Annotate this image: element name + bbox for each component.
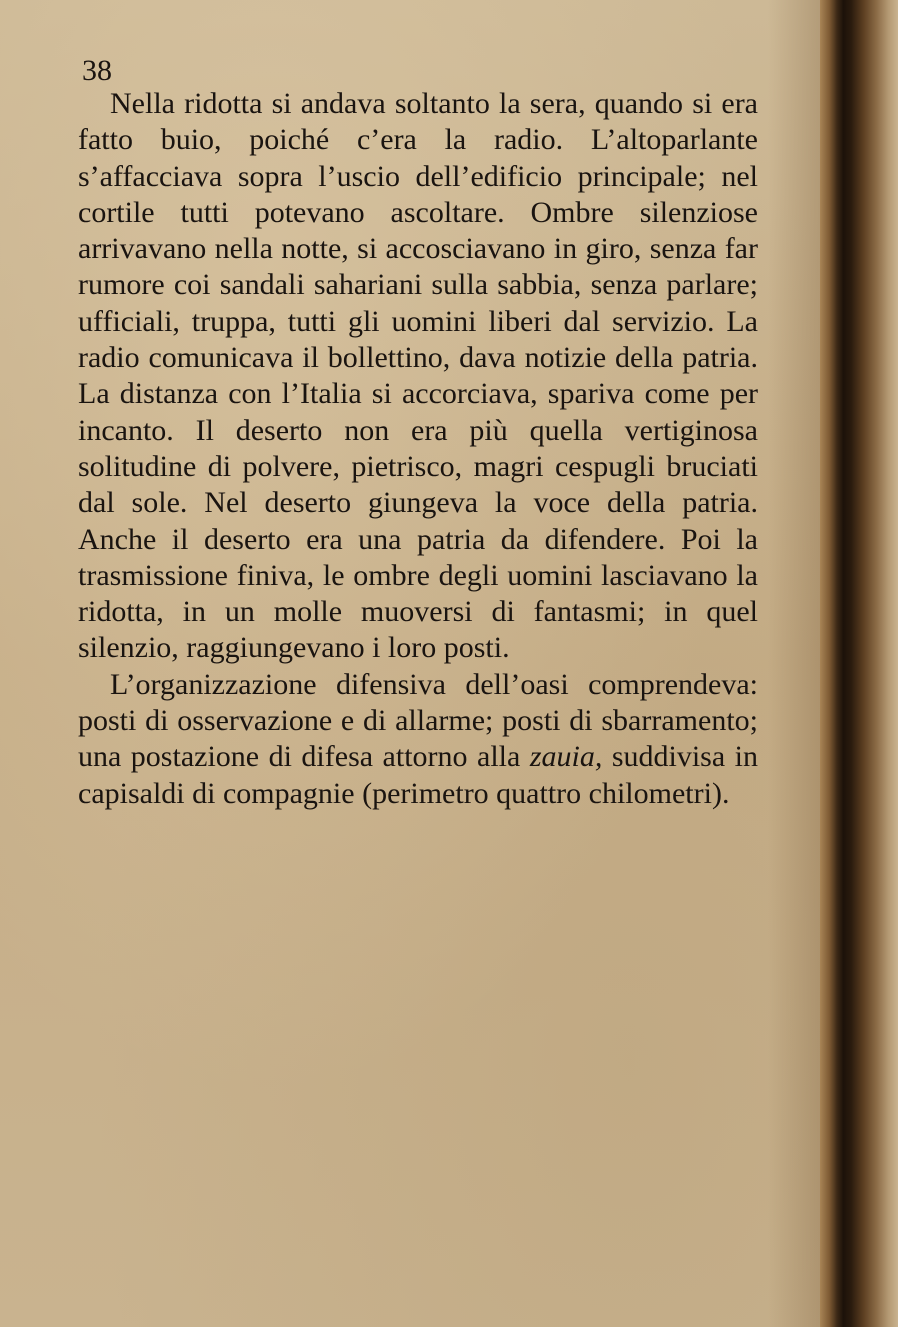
- text-run: suddivisa in capisaldi di compagnie (perimetro quattro chilometri).: [78, 740, 759, 810]
- text-run: L’organizzazione difensiva dell’oasi comprendeva: posti di osservazione e di allarme; posti di sbarramento; una postazione di difesa attorno alla: [78, 667, 758, 774]
- italic-term: zauia,: [529, 740, 603, 774]
- page-number: 38: [82, 54, 112, 87]
- paragraph: [78, 86, 758, 667]
- body-text: [78, 86, 758, 812]
- book-spine: [820, 0, 898, 1327]
- gutter-shadow: [768, 0, 828, 1327]
- paragraph: [78, 667, 758, 812]
- text-run: Nella ridotta si andava soltanto la sera, quando si era fatto buio, poiché c’era la radio. L’altoparlante s’affacciava sopra l’uscio dell’edificio principale; nel cortile tutti potevano ascoltare. Ombre silenziose arrivavano nella notte, si accosciavano in giro, senza far rumore coi sandali sahariani sulla sabbia, senza parlare; ufficiali, truppa, tutti gli uomini liberi dal servizio. La radio comunicava il bollettino, dava notizie della patria. La distanza con l’Italia si accorciava, spariva come per incanto. Il deserto non era più quella vertiginosa solitudine di polvere, pietrisco, magri cespugli bruciati dal sole. Nel deserto giungeva la voce della patria. Anche il deserto era una patria da difendere. Poi la trasmissione finiva, le ombre degli uomini lasciavano la ridotta, in un molle muoversi di fantasmi; in quel silenzio, raggiungevano i loro posti.: [78, 87, 758, 665]
